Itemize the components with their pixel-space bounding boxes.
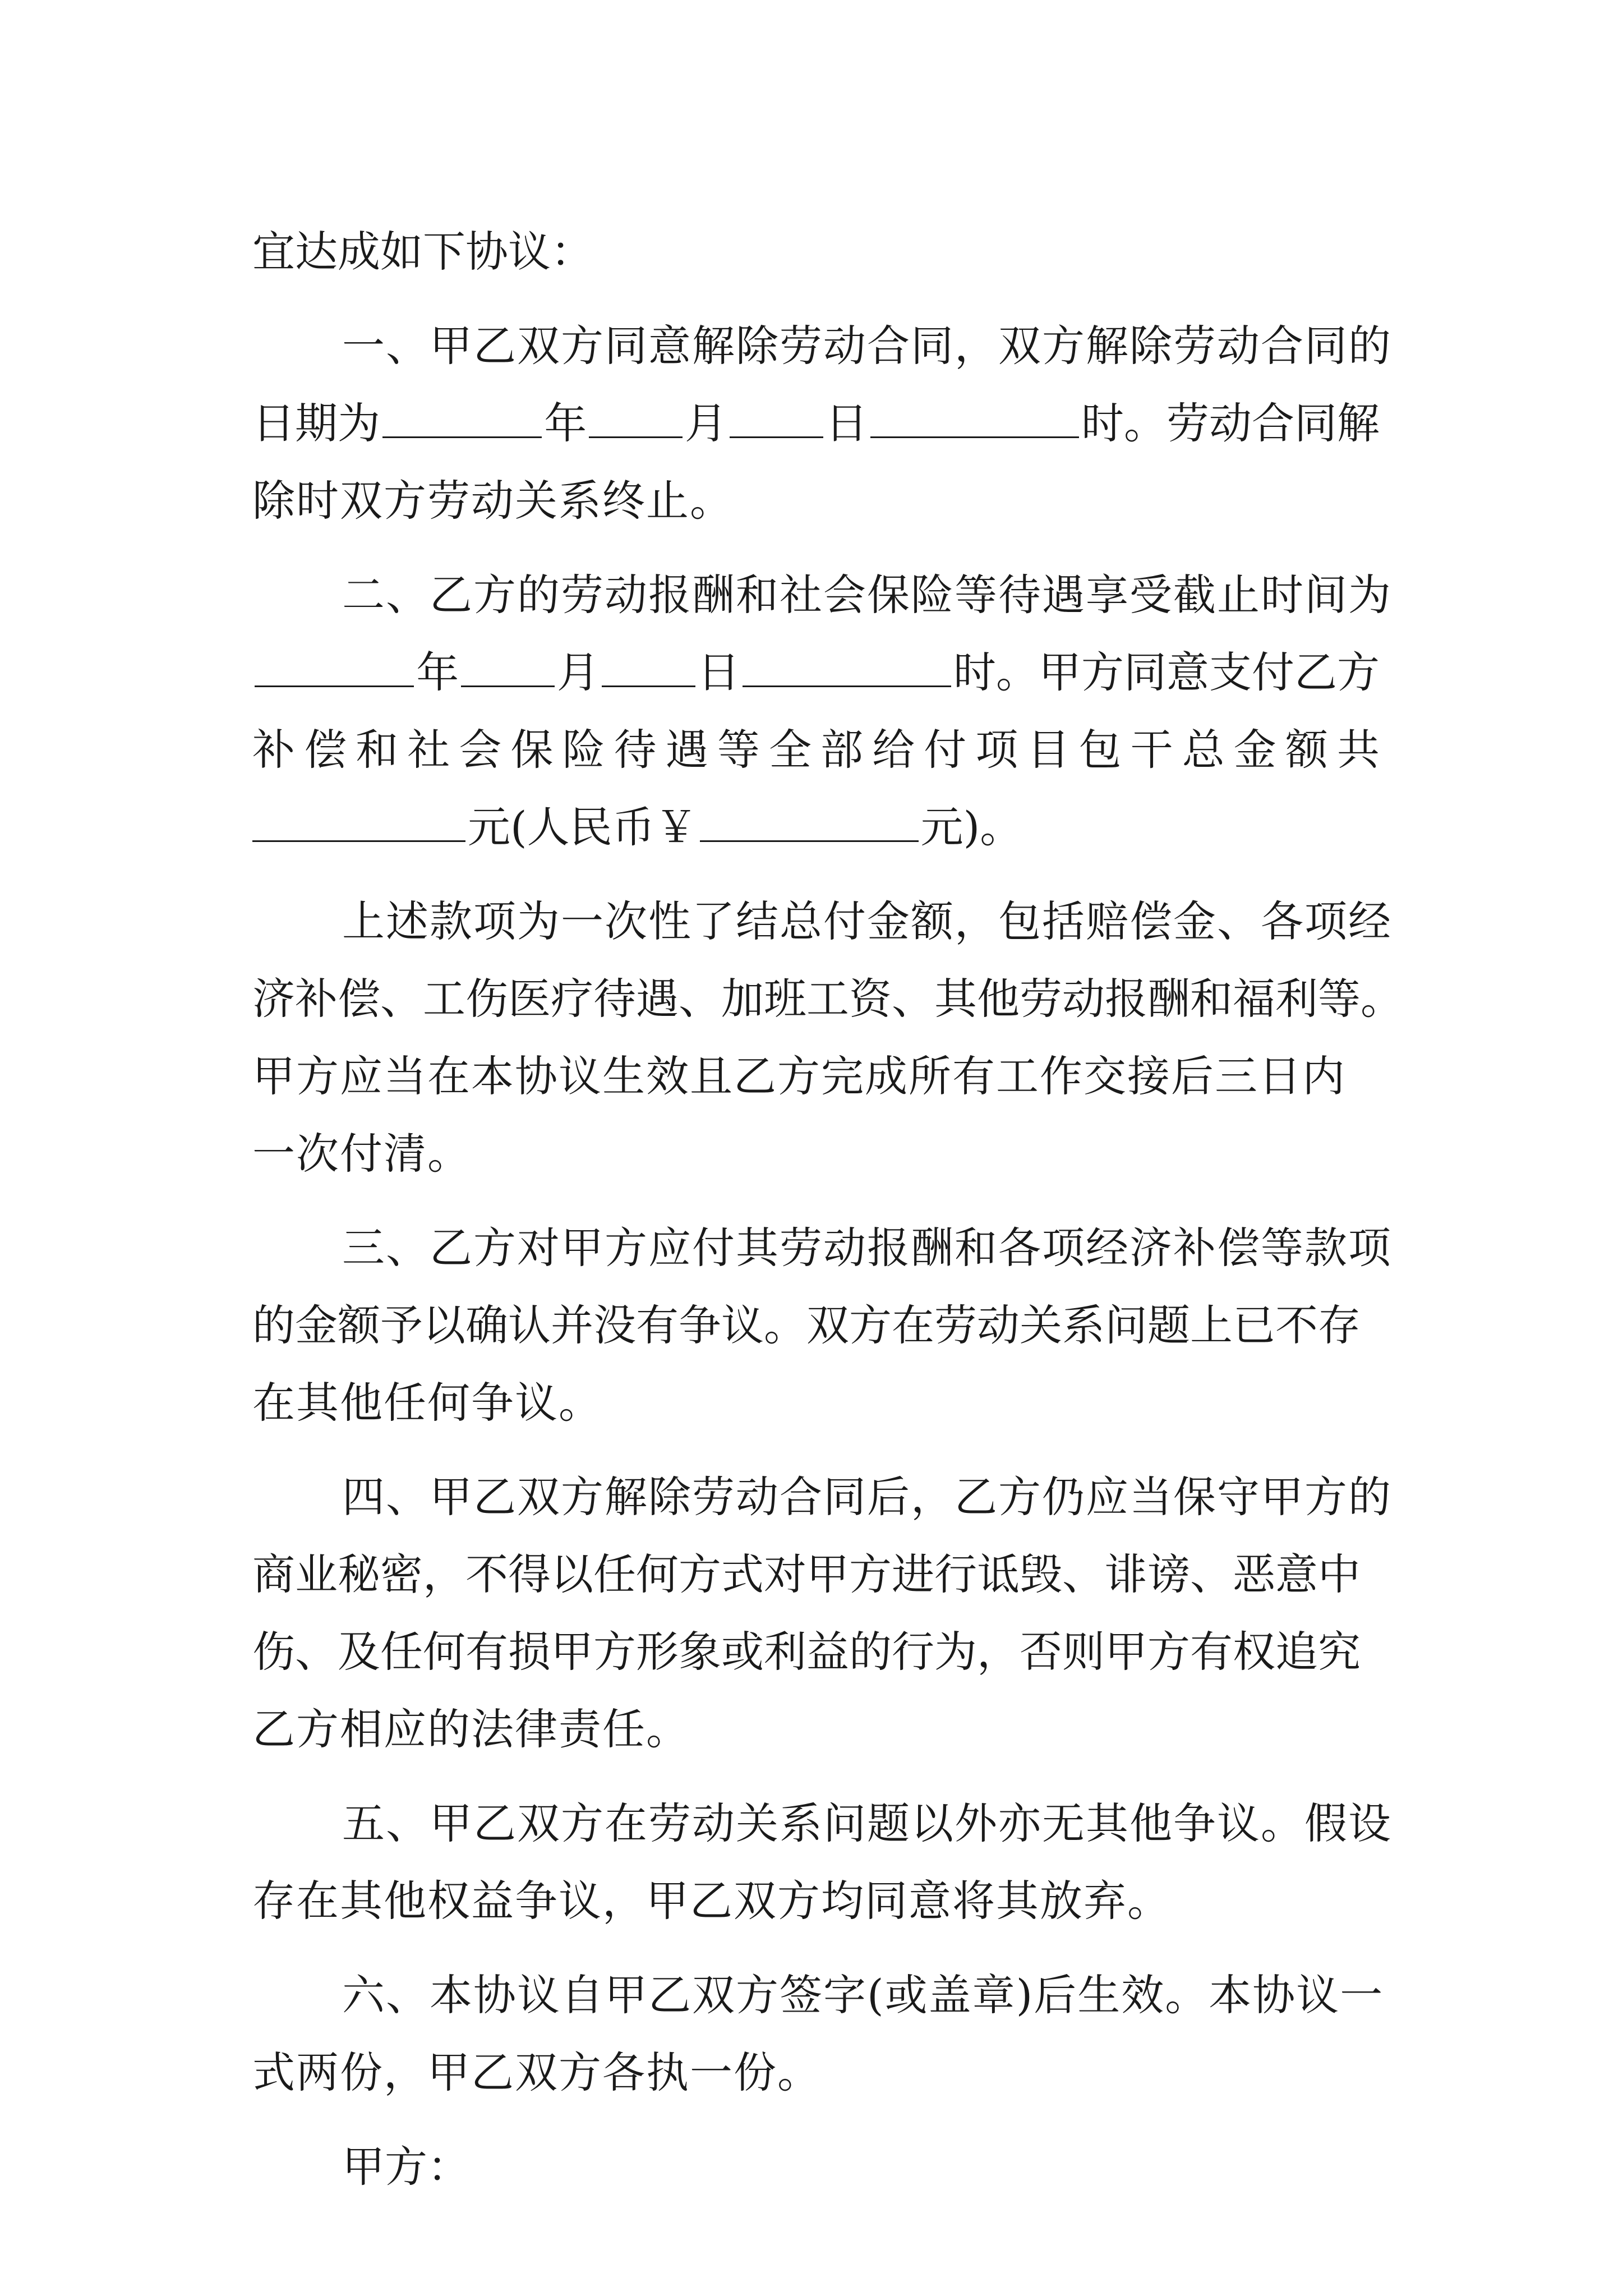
spread-char: 全 (768, 725, 811, 775)
spread-char: 共 (1336, 725, 1380, 775)
clause-5-line-1 (252, 1785, 1392, 1862)
spread-char: 金 (1233, 725, 1276, 775)
month-blank[interactable] (461, 651, 555, 687)
spread-char: 额 (1285, 725, 1328, 775)
clause-1-line-1 (252, 307, 1392, 385)
spread-char: 付 (924, 725, 967, 775)
clause-2-hour-text: 时。甲方同意支付乙方 (953, 647, 1380, 697)
spread-char: 干 (1130, 725, 1173, 775)
day-blank[interactable] (602, 651, 695, 687)
intro-line: 宜达成如下协议： (252, 227, 593, 277)
clause-2-line-1 (252, 556, 1392, 634)
clause-1-text: 一、甲乙双方同意解除劳动合同，双方解除劳动合同的 (342, 321, 1392, 371)
clause-6-text: 六、本协议自甲乙双方签字(或盖章)后生效。本协议一 (342, 1970, 1384, 2020)
spread-char: 和 (356, 725, 399, 775)
month-label: 月 (556, 647, 600, 697)
day-blank[interactable] (730, 402, 823, 438)
spread-char: 总 (1182, 725, 1225, 775)
clause-2b-line-3 (252, 1038, 1380, 1115)
clause-1-line-2 (252, 385, 1380, 462)
clause-2b-line-2 (252, 960, 1403, 1038)
clause-2-text: 二、乙方的劳动报酬和社会保险等待遇享受截止时间为 (342, 570, 1392, 620)
amount-blank[interactable] (252, 806, 465, 842)
clause-3-text: 在其他任何争议。 (252, 1378, 602, 1428)
clause-1-date-label: 日期为 (252, 398, 380, 448)
spread-char: 目 (1027, 725, 1070, 775)
spread-char: 待 (614, 725, 657, 775)
clause-4-text: 四、甲乙双方解除劳动合同后，乙方仍应当保守甲方的 (342, 1472, 1392, 1522)
day-label: 日 (825, 398, 868, 448)
clause-5-text: 五、甲乙双方在劳动关系问题以外亦无其他争议。假设 (342, 1798, 1392, 1848)
clause-4-line-2 (252, 1536, 1380, 1613)
year-blank[interactable] (255, 651, 414, 687)
spread-char: 项 (975, 725, 1018, 775)
party-a-line (252, 2128, 1380, 2206)
clause-4-text: 商业秘密，不得以任何方式对甲方进行诋毁、诽谤、恶意中 (252, 1549, 1361, 1599)
clause-5-line-2 (252, 1862, 1380, 1940)
clause-4-line-4 (252, 1691, 1380, 1768)
payment-text: 上述款项为一次性了结总付金额，包括赔偿金、各项经 (342, 896, 1392, 946)
clause-4-line-3 (252, 1613, 1380, 1691)
clause-1-hour-text: 时。劳动合同解 (1081, 398, 1380, 448)
spread-char: 险 (562, 725, 605, 775)
spread-char: 等 (717, 725, 760, 775)
amount-rmb-label: 元(人民币￥ (468, 802, 698, 852)
clause-4-text: 乙方相应的法律责任。 (252, 1704, 690, 1754)
spread-char: 会 (459, 725, 502, 775)
clause-1-text-end: 除时双方劳动关系终止。 (252, 476, 734, 526)
amount-rmb-blank[interactable] (700, 806, 919, 842)
clause-5-text: 存在其他权益争议，甲乙双方均同意将其放弃。 (252, 1876, 1171, 1926)
clause-2b-line-1 (252, 883, 1392, 960)
spread-char: 包 (1078, 725, 1122, 775)
clause-6-line-2 (252, 2034, 1380, 2111)
amount-rmb-close: 元)。 (920, 802, 1023, 852)
payment-text: 济补偿、工伤医疗待遇、加班工资、其他劳动报酬和福利等。 (252, 974, 1403, 1024)
clause-3-text: 三、乙方对甲方应付其劳动报酬和各项经济补偿等款项 (342, 1223, 1392, 1273)
payment-text: 甲方应当在本协议生效且乙方完成所有工作交接后三日内 (252, 1051, 1346, 1101)
party-a-label: 甲方： (342, 2142, 470, 2192)
clause-3-line-1 (252, 1209, 1392, 1287)
year-label: 年 (416, 647, 459, 697)
day-label: 日 (697, 647, 740, 697)
spread-char: 社 (407, 725, 450, 775)
year-label: 年 (544, 398, 587, 448)
spread-char: 给 (872, 725, 915, 775)
clause-4-text: 伤、及任何有损甲方形象或利益的行为，否则甲方有权追究 (252, 1627, 1361, 1677)
year-blank[interactable] (382, 402, 542, 438)
clause-6-text: 式两份，甲乙双方各执一份。 (252, 2047, 821, 2097)
clause-2-line-2 (252, 634, 1380, 711)
month-blank[interactable] (589, 402, 683, 438)
clause-3-line-2 (252, 1287, 1380, 1364)
spread-char: 偿 (304, 725, 347, 775)
document-body (252, 213, 1403, 2206)
spread-char: 遇 (665, 725, 708, 775)
clause-2b-line-4 (252, 1115, 1380, 1193)
hour-blank[interactable] (743, 651, 951, 687)
spread-char: 补 (252, 725, 295, 775)
clause-6-line-1 (252, 1957, 1384, 2034)
clause-1-line-3 (252, 462, 1380, 540)
spread-char: 部 (820, 725, 864, 775)
clause-4-line-1 (252, 1458, 1392, 1536)
clause-3-line-3 (252, 1364, 1380, 1442)
clause-2-line-3 (252, 711, 1380, 789)
spread-char: 保 (510, 725, 554, 775)
text-line (252, 213, 1380, 291)
clause-3-text: 的金额予以确认并没有争议。双方在劳动关系问题上已不存 (252, 1300, 1361, 1350)
hour-blank[interactable] (870, 402, 1079, 438)
payment-text: 一次付清。 (252, 1129, 471, 1179)
clause-2-line-4 (252, 789, 1380, 866)
month-label: 月 (684, 398, 727, 448)
